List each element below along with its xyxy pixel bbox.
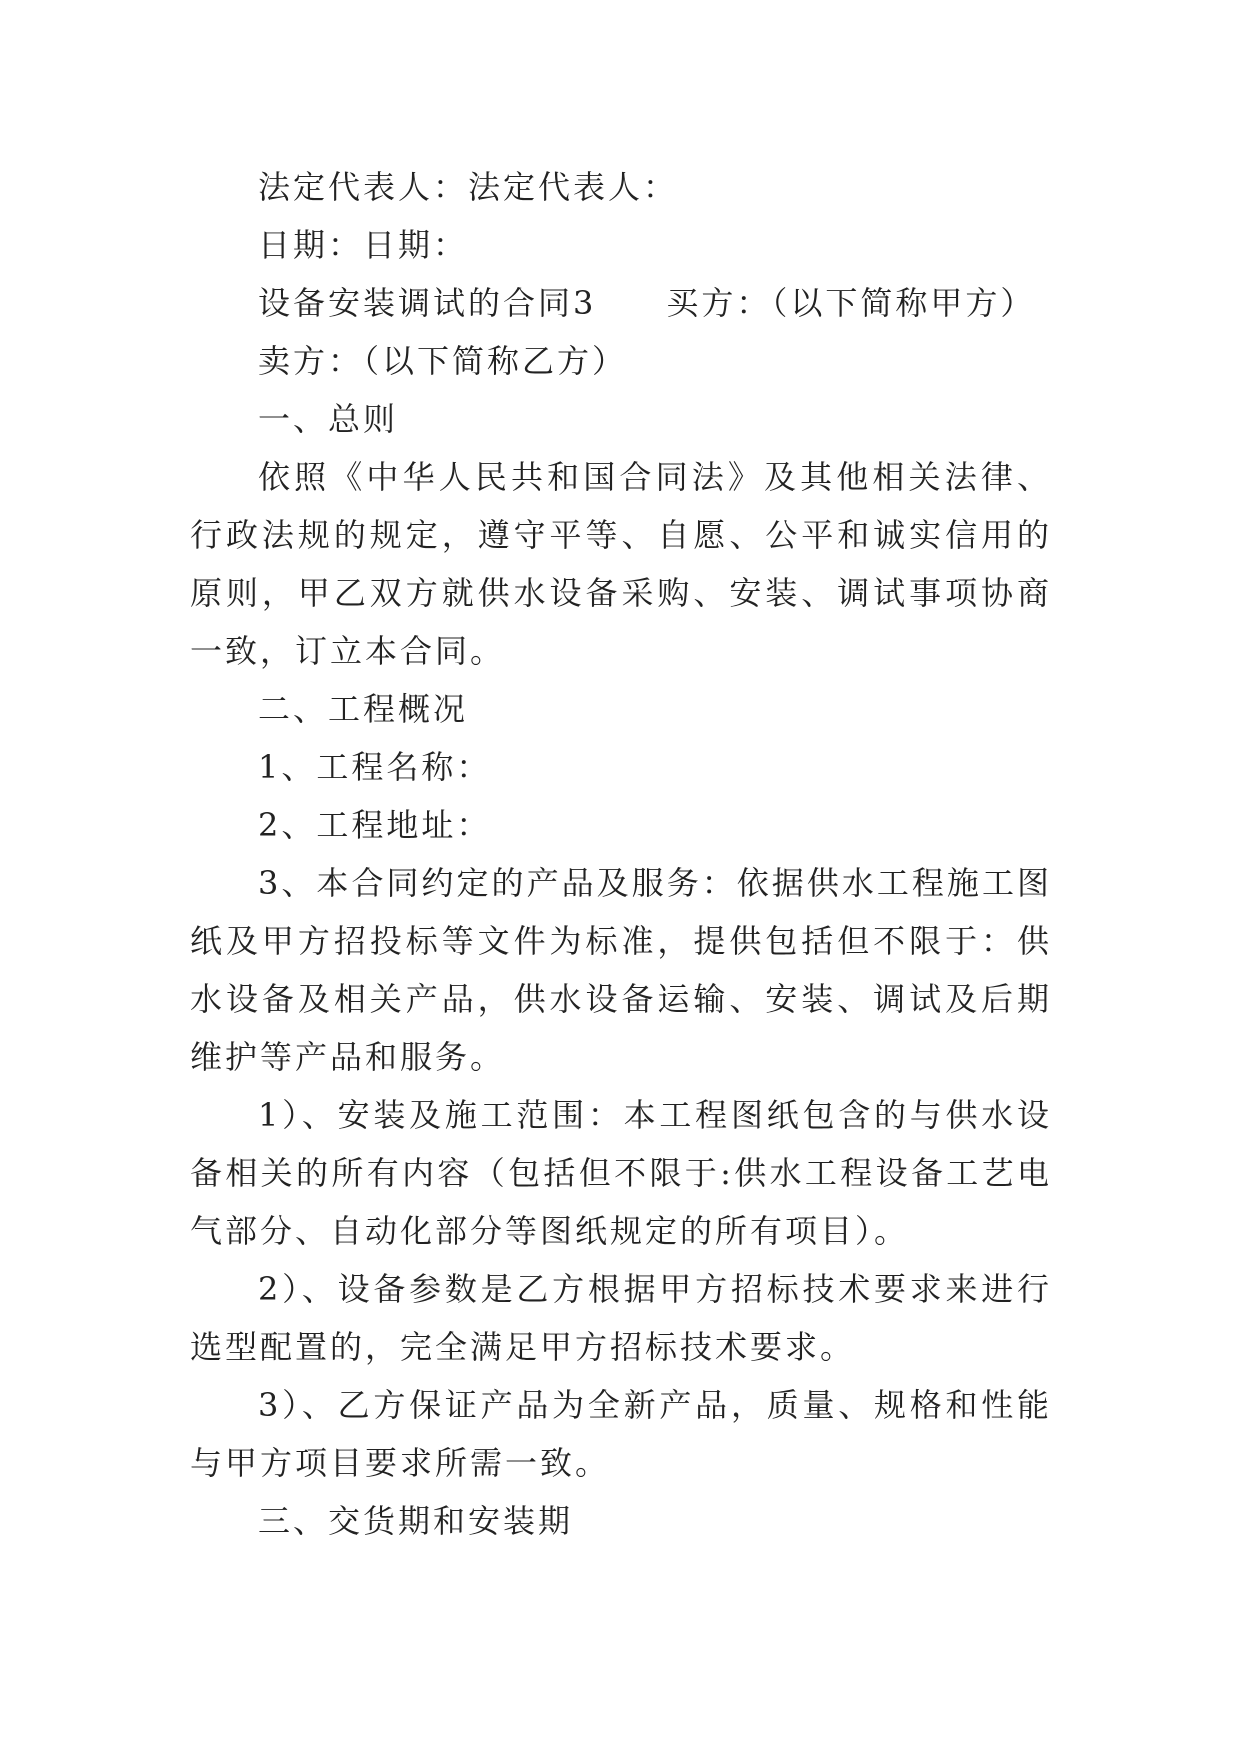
paragraph-date: 日期：日期： [258,226,469,264]
paragraph-project-address: 2、工程地址： [258,806,492,844]
section-heading-project-overview: 二、工程概况 [258,690,469,728]
paragraph-equipment-parameters: 2）、设备参数是乙方根据甲方招标技术要求来进行选型配置的，完全满足甲方招标技术要求。 [190,1270,1052,1366]
paragraph-project-name: 1、工程名称： [258,748,492,786]
document-body [190,158,1052,1550]
section-heading-general: 一、总则 [258,400,399,438]
section-heading-delivery-installation: 三、交货期和安装期 [258,1502,574,1540]
paragraph-product-quality: 3）、乙方保证产品为全新产品，质量、规格和性能与甲方项目要求所需一致。 [190,1386,1052,1482]
paragraph-legal-basis: 依照《中华人民共和国合同法》及其他相关法律、行政法规的规定，遵守平等、自愿、公平和诚实信用的原则，甲乙双方就供水设备采购、安装、调试事项协商一致，订立本合同。 [190,458,1052,670]
paragraph-seller: 卖方：（以下简称乙方） [258,342,628,380]
paragraph-legal-representative: 法定代表人：法定代表人： [258,168,679,206]
paragraph-contract-title-buyer: 设备安装调试的合同3 买方：（以下简称甲方） [258,284,1036,322]
paragraph-installation-scope: 1）、安装及施工范围：本工程图纸包含的与供水设备相关的所有内容（包括但不限于:供水工程设备工艺电气部分、自动化部分等图纸规定的所有项目）。 [190,1096,1052,1250]
paragraph-products-services: 3、本合同约定的产品及服务：依据供水工程施工图纸及甲方招投标等文件为标准，提供包括但不限于：供水设备及相关产品，供水设备运输、安装、调试及后期维护等产品和服务。 [190,864,1052,1076]
